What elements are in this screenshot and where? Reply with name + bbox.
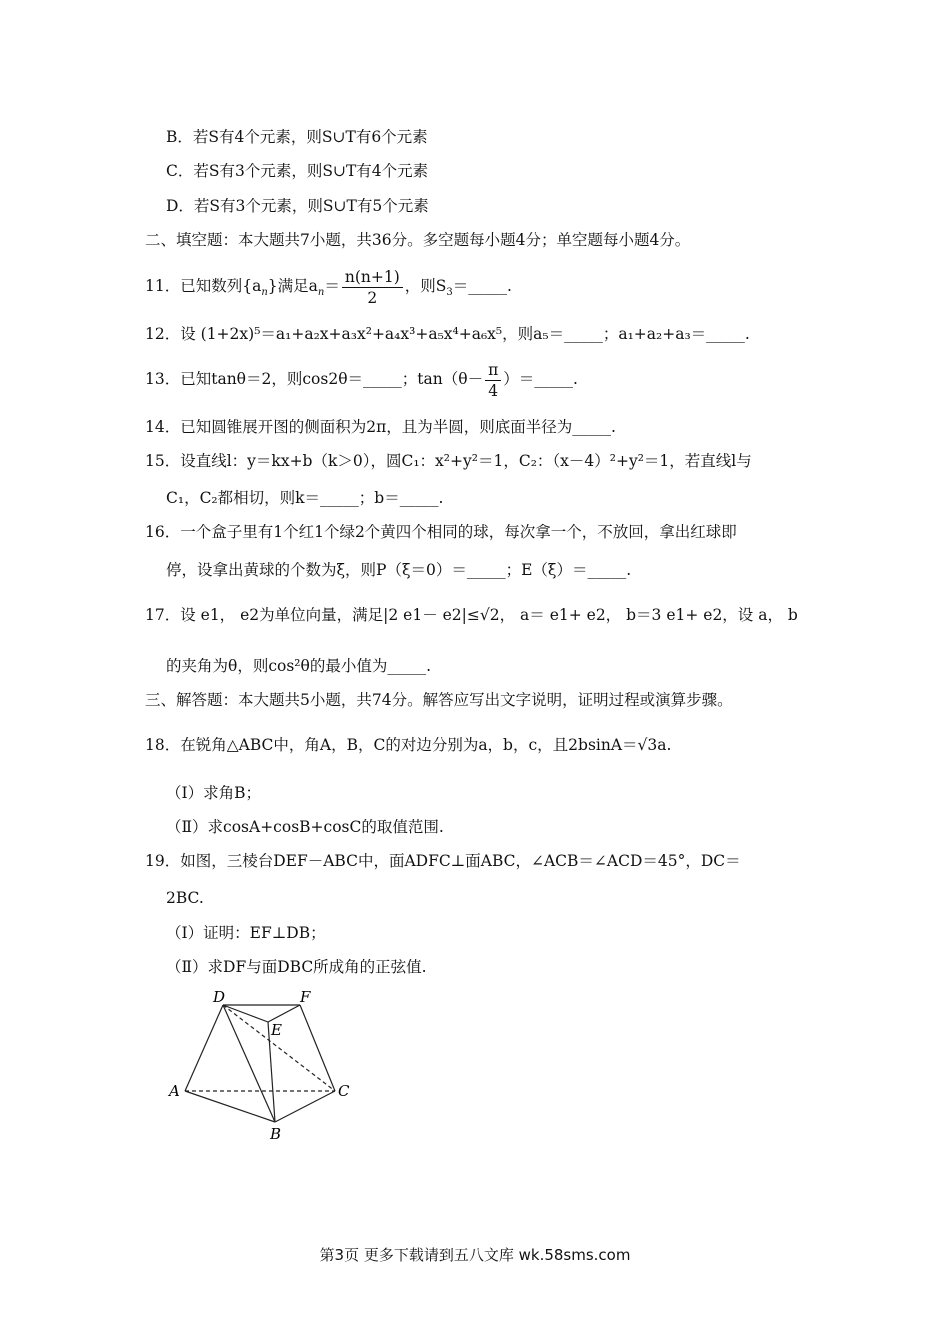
- label-B: B: [270, 1125, 282, 1143]
- edge-AB: [185, 1091, 275, 1122]
- edge-DB: [223, 1005, 275, 1122]
- question-15-line-2: C₁，C₂都相切，则k＝_____；b＝_____.: [166, 489, 444, 507]
- question-17-line-1: 17．设 e1， e2为单位向量，满足|2 e1－ e2|≤√2， a＝ e1+ e2， b＝3 e1+ e2，设 a， b: [145, 606, 798, 624]
- fraction-n-n1-over-2: $\frac{n(n+1)}{2}$: [342, 267, 403, 308]
- section-answer-heading: 三、解答题：本大题共5小题，共74分。解答应写出文字说明，证明过程或演算步骤。: [145, 691, 733, 709]
- question-16-line-1: 16．一个盒子里有1个红1个绿2个黄四个相同的球，每次拿一个，不放回，拿出红球即: [145, 523, 737, 541]
- question-14: 14．已知圆锥展开图的侧面积为2π，且为半圆，则底面半径为_____.: [145, 418, 616, 436]
- question-16-line-2: 停，设拿出黄球的个数为ξ，则P（ξ＝0）＝_____；E（ξ）＝_____.: [166, 561, 632, 579]
- fraction-pi-over-4: $\frac{\pi}{4}$: [485, 360, 501, 401]
- edge-BC: [275, 1091, 335, 1122]
- question-19-line-2: 2BC.: [166, 889, 204, 907]
- option-d: D．若S有3个元素，则S∪T有5个元素: [166, 197, 429, 215]
- edge-AD: [185, 1005, 223, 1091]
- label-A: A: [169, 1082, 180, 1100]
- label-E: E: [271, 1021, 282, 1039]
- edge-DC-dashed: [223, 1005, 335, 1091]
- question-12: 12．设 (1+2x)⁵＝a₁+a₂x+a₃x²+a₄x³+a₅x⁴+a₆x⁵，则a₅＝_____；a₁+a₂+a₃＝_____.: [145, 325, 750, 343]
- option-c: C．若S有3个元素，则S∪T有4个元素: [166, 162, 429, 180]
- option-b: B．若S有4个元素，则S∪T有6个元素: [166, 128, 428, 146]
- label-C: C: [338, 1082, 350, 1100]
- edge-EF: [268, 1005, 300, 1022]
- section-fill-in-heading: 二、填空题：本大题共7小题，共36分。多空题每小题4分；单空题每小题4分。: [145, 231, 691, 249]
- question-19-line-1: 19．如图，三棱台DEF－ABC中，面ADFC⊥面ABC，∠ACB＝∠ACD＝45°，DC＝: [145, 852, 741, 870]
- question-13: 13．已知tanθ＝2，则cos2θ＝_____；tan（θ－ $\frac{\pi}{4}$ ）＝_____.: [145, 360, 578, 400]
- frustum-figure: [160, 985, 360, 1145]
- question-19-part-1: （Ⅰ）证明：EF⊥DB；: [166, 924, 326, 942]
- question-18-stem: 18．在锐角△ABC中，角A，B，C的对边分别为a，b，c，且2bsinA＝√3a.: [145, 736, 672, 754]
- question-17-line-2: 的夹角为θ，则cos²θ的最小值为_____.: [166, 657, 432, 675]
- label-D: D: [213, 988, 226, 1006]
- question-15-line-1: 15．设直线l：y＝kx+b（k＞0），圆C₁：x²+y²＝1，C₂：（x－4）²+y²＝1，若直线l与: [145, 452, 752, 470]
- question-18-part-1: （Ⅰ）求角B；: [166, 784, 262, 802]
- question-19-part-2: （Ⅱ）求DF与面DBC所成角的正弦值.: [166, 958, 427, 976]
- question-18-part-2: （Ⅱ）求cosA+cosB+cosC的取值范围.: [166, 818, 444, 836]
- question-11: 11．已知数列$\{a_n\}$满足$a_n=$ $\frac{n(n+1)}{2}$ ，则$S_3=\_\_\_\_\_$.: [145, 267, 512, 307]
- label-F: F: [300, 988, 311, 1006]
- page-footer: 第3页 更多下载请到五八文库 wk.58sms.com: [319, 1246, 631, 1264]
